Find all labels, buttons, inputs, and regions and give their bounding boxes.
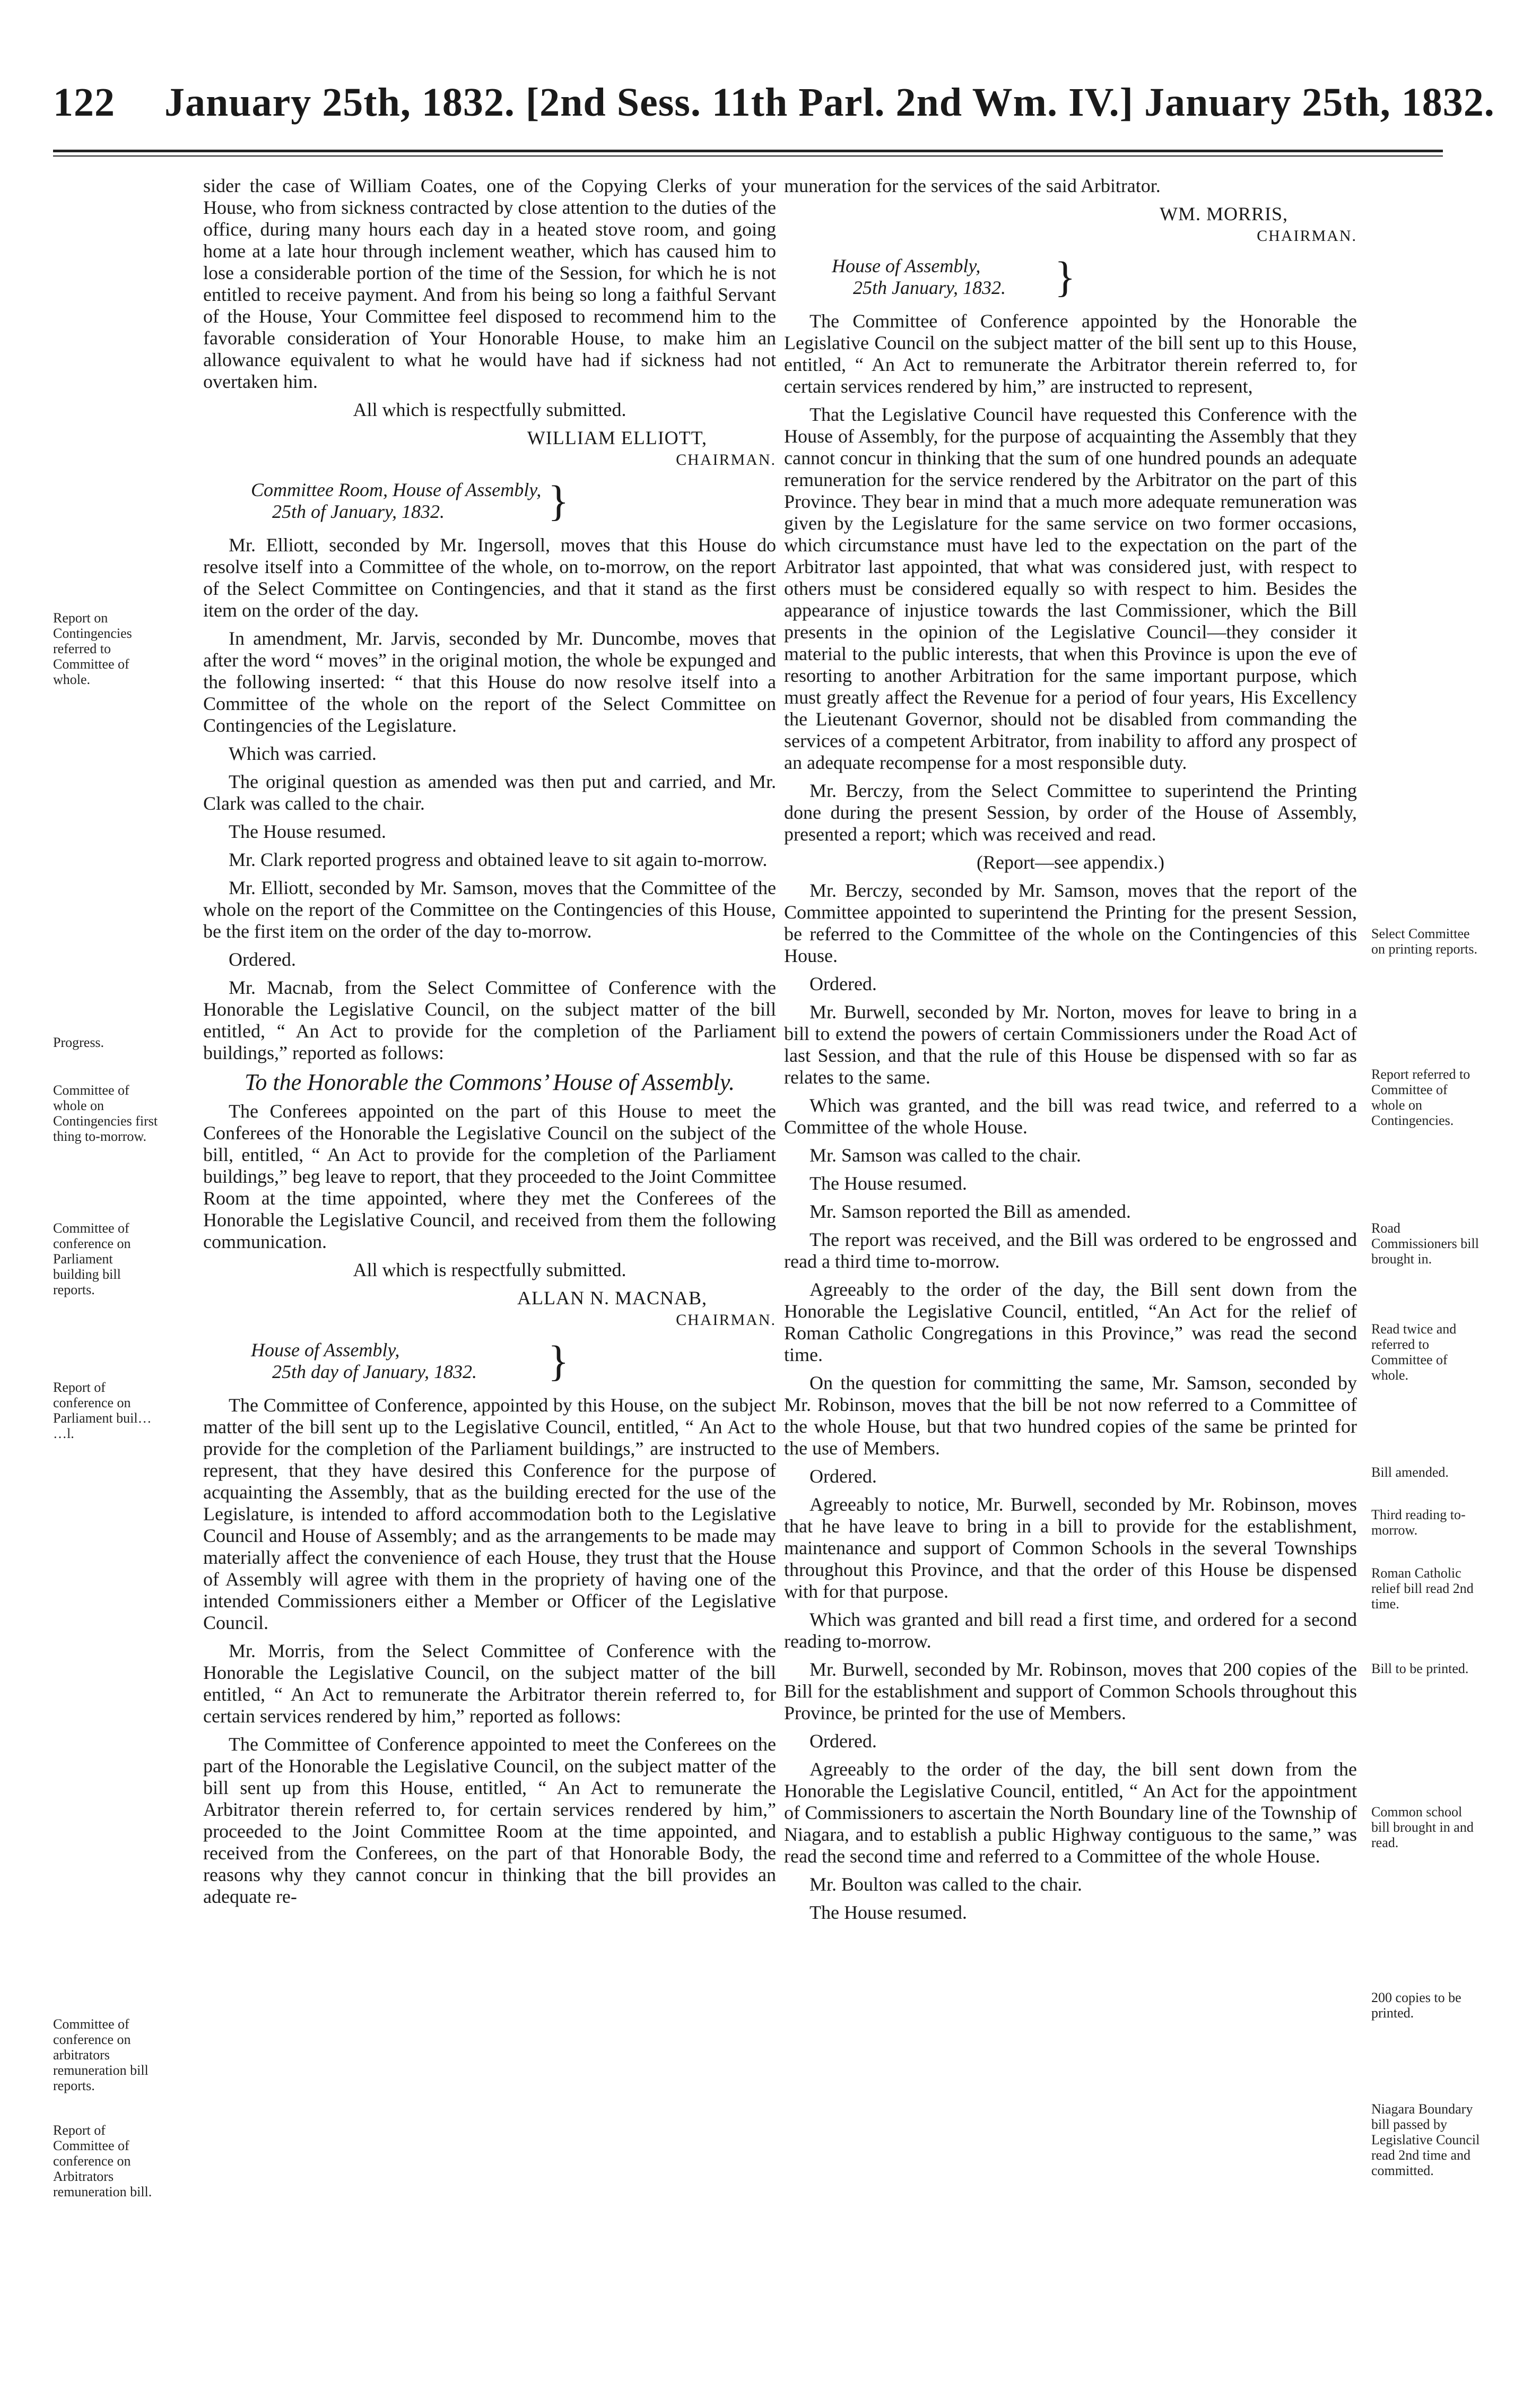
paragraph: That the Legislative Council have requested this Conference with the House of Assembly, for the purpose of acquainting the Assembly that they cannot concur in thinking that the sum of one hundred pounds an adequate remuneration for the service rendered by the Arbitrator on the part of this Province. They bear in mind that a much more adequate remuneration was given by the Legislature for the same service on two former occasions, which circumstance must have led to the expectation on the part of the Arbitrator last appointed, that what was considered just, with respect to others must be considered equally so with respect to him. Besides the appearance of injustice towards the last Commissioner, which the Bill presents in the opinion of the Legislative Council—they consider it material to the public interests, that when this Province is upon the eve of resorting to another Arbitration for the same important purpose, which must greatly affect the Revenue for a period of four years, His Excellency the Lieutenant Governor, should not be disabled from commanding the services of a competent Arbitrator, from inability to afford any prospect of an adequate recompense for a most responsible duty. [784,404,1357,773]
margin-note: Select Committee on printing reports. [1371,926,1478,957]
brace-glyph: } [1055,253,1076,301]
dateline-place: Committee Room, House of Assembly, [251,479,542,500]
dateline-date: 25th day of January, 1832. [272,1361,477,1382]
signature-title: CHAIRMAN. [1257,227,1357,245]
dateline-date: 25th January, 1832. [853,277,1006,298]
paragraph: Mr. Elliott, seconded by Mr. Ingersoll, moves that this House do resolve itself into a Committee of the whole, on to-morrow, on the report of the Select Committee on Contingencies, and that it stand as the first item on the order of the day. [203,534,776,621]
margin-note: Common school bill brought in and read. [1371,1804,1474,1850]
paragraph: Ordered. [810,973,877,994]
paragraph: Ordered. [810,1466,877,1487]
paragraph: The Conferees appointed on the part of this House to meet the Conferees of the Honorable the Legislative Council on the subject of the bill, entitled, “ An Act to provide for the completion of the Parliament buildings,” beg leave to report, that they proceeded to the Joint Committee Room at the time appointed, where they met the Conferees of the Honorable the Legislative Council, and received from them the following communication. [203,1101,776,1252]
paragraph: Mr. Morris, from the Select Committee of Conference with the Honorable the Legislative Council, on the subject matter of the bill entitled, “ An Act to remunerate the Arbitrator therein referred to, for certain services rendered by him,” reported as follows: [203,1640,776,1727]
paragraph: Ordered. [229,949,296,970]
paragraph: Mr. Samson reported the Bill as amended. [810,1201,1131,1222]
brace-glyph: } [548,477,569,525]
margin-note: 200 copies to be printed. [1371,1990,1461,2021]
paragraph: Mr. Berczy, from the Select Committee to superintend the Printing done during the present Session, by order of the House of Assembly, presented a report; which was received and read. [784,780,1357,845]
paragraph: Agreeably to notice, Mr. Burwell, seconded by Mr. Robinson, moves that he have leave to bring in a bill to provide for the establishment, maintenance and support of Common Schools in the several Townships throughout this Province, and that the order of this House be dispensed with for that purpose. [784,1494,1357,1602]
paragraph: The Committee of Conference, appointed by this House, on the subject matter of the bill sent up to the Legislative Council, entitled, “ An Act to provide for the completion of the Parliament buildings,” are instructed to represent, that they have desired this Conference for the purpose of acquainting the Assembly, that as the building erected for the use of the Legislature, is intended to afford accommodation both to the Legislative Council and House of Assembly; and as the arrangements to be made may materially affect the convenience of each House, they trust that the House of Assembly will agree with them in the propriety of having one of the intended Commissioners either a Member or Officer of the Legislative Council. [203,1394,776,1633]
paragraph: The report was received, and the Bill was ordered to be engrossed and read a third time to-morrow. [784,1229,1357,1272]
dateline-place: House of Assembly, [251,1339,400,1361]
paragraph: The Committee of Conference appointed by the Honorable the Legislative Council on the subject matter of the bill sent up to this House, entitled, “ An Act to remunerate the Arbitrator therein referred to, for certain services rendered by him,” are instructed to represent, [784,310,1357,397]
margin-note: Niagara Boundary bill passed by Legislative Council read 2nd time and committed. [1371,2101,1480,2178]
paragraph: Agreeably to the order of the day, the Bill sent down from the Honorable the Legislative Council, entitled, “An Act for the relief of Roman Catholic Congregations in this Province,” was read the second time. [784,1279,1357,1365]
paragraph: Mr. Burwell, seconded by Mr. Robinson, moves that 200 copies of the Bill for the establishment and support of Common Schools throughout this Province, be printed for the use of Members. [784,1659,1357,1723]
margin-note: Report referred to Committee of whole on Contingencies. [1371,1067,1470,1128]
margin-note: Progress. [53,1035,105,1050]
margin-note: Read twice and referred to Committee of whole. [1371,1321,1457,1383]
paragraph: muneration for the services of the said Arbitrator. [784,175,1161,196]
margin-note: Road Commissioners bill brought in. [1371,1220,1479,1267]
paragraph: The House resumed. [810,1902,967,1923]
paragraph: The House resumed. [229,821,386,842]
header-rule-thin [53,155,1443,157]
margin-note: Roman Catholic relief bill read 2nd time. [1371,1565,1474,1612]
dateline [832,255,1357,299]
dateline [251,1339,776,1383]
section-heading: To the Honorable the Commons’ House of Assembly. [245,1069,735,1095]
paragraph: The original question as amended was then put and carried, and Mr. Clark was called to the chair. [203,771,776,814]
header-rule [53,150,1443,152]
margin-note: Committee of conference on Parliament building bill reports. [53,1220,131,1297]
dateline-date: 25th of January, 1832. [272,501,445,522]
paragraph: The House resumed. [810,1173,967,1194]
right-column [784,175,1357,1930]
margin-note: Report of Committee of conference on Arbitrators remuneration bill. [53,2123,152,2199]
signature-name: WM. MORRIS, [1159,203,1288,224]
dateline [251,479,776,523]
paragraph: sider the case of William Coates, one of the Copying Clerks of your House, who from sickness contracted by close attention to the duties of the office, during many hours each day in a heated stove room, and going home at a late hour through inclement weather, which has caused him to lose a considerable portion of the time of the Session, for which he is not entitled to receive payment. And from his being so long a faithful Servant of the House, Your Committee feel disposed to recommend him to the favorable consideration of Your Honorable House, to make him an allowance equivalent to what he would have had if sickness had not overtaken him. [203,175,776,392]
paragraph: Mr. Macnab, from the Select Committee of Conference with the Honorable the Legislative Council, on the subject matter of the bill entitled, “ An Act to provide for the completion of the Parliament buildings,” reported as follows: [203,977,776,1063]
paragraph: Mr. Clark reported progress and obtained leave to sit again to-morrow. [229,849,768,870]
paragraph: Which was granted and bill read a first time, and ordered for a second reading to-morrow. [784,1609,1357,1652]
dateline-place: House of Assembly, [832,255,981,276]
submission-line: All which is respectfully submitted. [353,1259,626,1280]
margin-note: Committee of conference on arbitrators remuneration bill reports. [53,2016,149,2093]
left-column [203,175,776,1914]
paragraph: Mr. Boulton was called to the chair. [810,1874,1082,1895]
paragraph: Mr. Burwell, seconded by Mr. Norton, moves for leave to bring in a bill to extend the powers of certain Commissioners under the Road Act of last Session, and that the rule of this House be dispensed with so far as relates to the same. [784,1001,1357,1088]
signature-name: ALLAN N. MACNAB, [517,1287,707,1309]
paragraph: Mr. Berczy, seconded by Mr. Samson, moves that the report of the Committee appointed to superintend the Printing for the present Session, be referred to the Committee of the whole on the Contingencies of this House. [784,880,1357,966]
paragraph: Which was granted, and the bill was read twice, and referred to a Committee of the whole House. [784,1095,1357,1138]
margin-note: Report of conference on Parliament buil… …l. [53,1380,152,1441]
paragraph: Which was carried. [229,743,377,764]
margin-note: Report on Contingencies referred to Committee of whole. [53,610,132,687]
paragraph: Mr. Elliott, seconded by Mr. Samson, moves that the Committee of the whole on the report of the Committee on the Contingencies of this House, be the first item on the order of the day to-morrow. [203,877,776,942]
page-header [53,80,1495,138]
margin-note: Bill to be printed. [1371,1661,1469,1676]
margin-note: Third reading to-morrow. [1371,1507,1466,1538]
paragraph: Ordered. [810,1730,877,1752]
page-number: 122 [53,80,115,125]
paragraph: The Committee of Conference appointed to meet the Conferees on the part of the Honorable the Legislative Council, on the subject matter of the bill sent up from this House, entitled, “ An Act to remunerate the Arbitrator therein referred to, for certain services rendered by him,” proceeded to the Joint Committee Room at the time appointed, and received from the Conferees, on the part of that Honorable Body, the reasons why they cannot concur in thinking that the bill provides an adequate re- [203,1734,776,1907]
submission-line: All which is respectfully submitted. [353,399,626,420]
margin-note: Bill amended. [1371,1465,1449,1480]
paragraph: Mr. Samson was called to the chair. [810,1145,1081,1166]
header-title: January 25th, 1832. [2nd Sess. 11th Parl. 2nd Wm. IV.] January 25th, 1832. [164,80,1495,125]
paragraph: On the question for committing the same, Mr. Samson, seconded by Mr. Robinson, moves that the bill be not now referred to a Committee of the whole House, but that two hundred copies of the same be printed for the use of Members. [784,1372,1357,1459]
signature-name: WILLIAM ELLIOTT, [527,427,707,448]
paragraph: Agreeably to the order of the day, the bill sent down from the Honorable the Legislative Council, entitled, “ An Act for the appointment of Commissioners to ascertain the North Boundary line of the Township of Niagara, and to establish a public Highway contiguous to the same,” was read the second time and referred to a Committee of the whole House. [784,1759,1357,1867]
appendix-note: (Report—see appendix.) [977,852,1164,873]
signature-title: CHAIRMAN. [676,1311,776,1329]
brace-glyph: } [548,1337,569,1385]
signature-title: CHAIRMAN. [676,451,776,469]
margin-note: Committee of whole on Contingencies first thing to-morrow. [53,1082,158,1144]
paragraph: In amendment, Mr. Jarvis, seconded by Mr. Duncombe, moves that after the word “ moves” in the original motion, the whole be expunged and the following inserted: “ that this House do now resolve itself into a Committee of the whole on the report of the Select Committee on Contingencies of the Legislature. [203,628,776,736]
